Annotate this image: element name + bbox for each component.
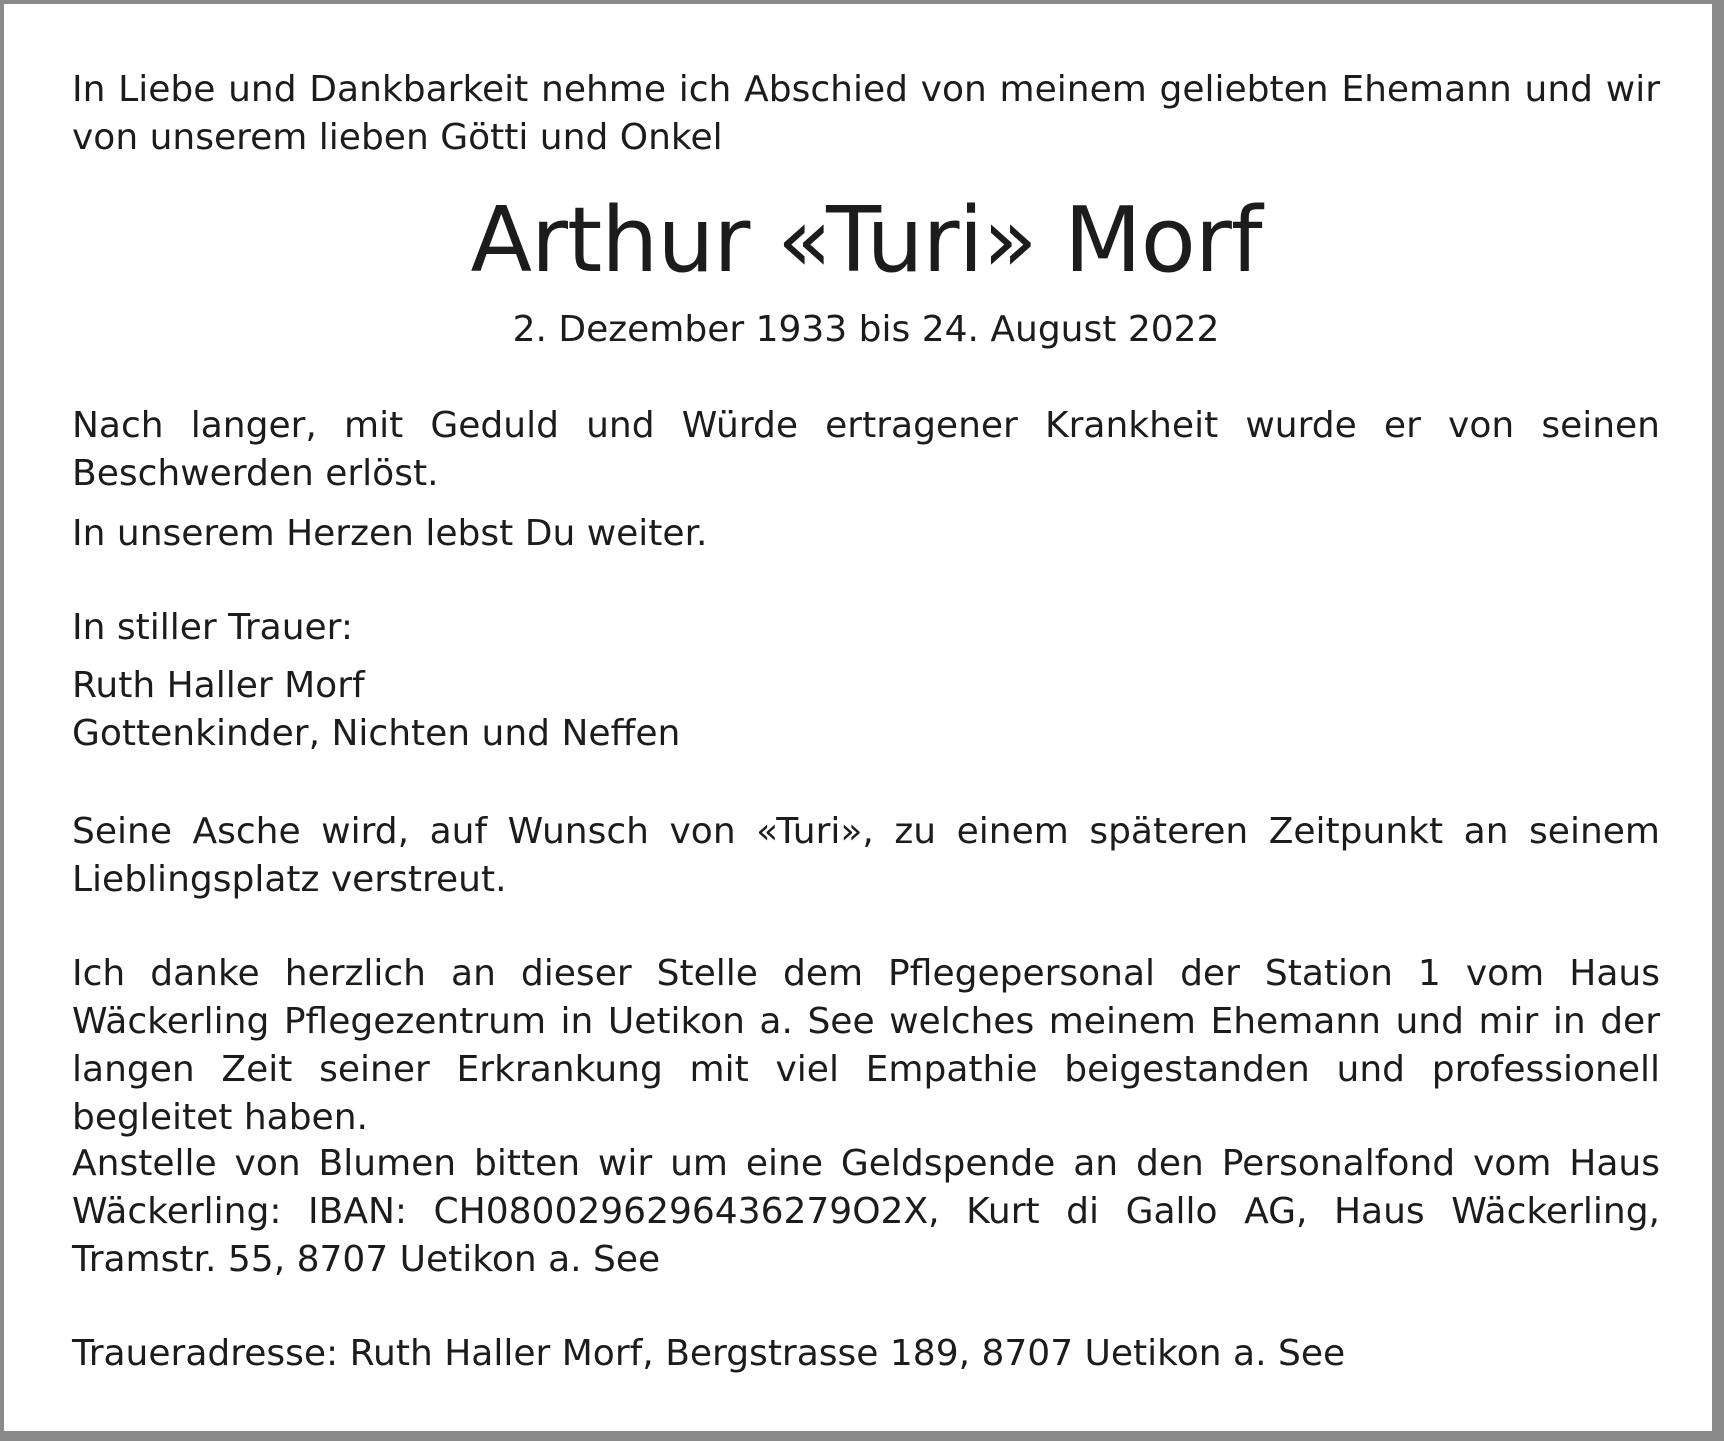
mourner-name: Ruth Haller Morf (72, 665, 365, 706)
mourning-address: Traueradresse: Ruth Haller Morf, Bergstrasse 189, 8707 Uetikon a. See (72, 1333, 1346, 1374)
ashes-text: Seine Asche wird, auf Wunsch von «Turi», zu einem späteren Zeitpunkt an seinem Lieblingsplatz verstreut. (72, 811, 1660, 900)
intro-text: In Liebe und Dankbarkeit nehme ich Abschied von meinem geliebten Ehemann und wir von unserem lieben Götti und Onkel (72, 69, 1660, 158)
deceased-name: Arthur «Turi» Morf (470, 188, 1262, 293)
mourner-relatives: Gottenkinder, Nichten und Neffen (72, 713, 681, 754)
thanks-text: Ich danke herzlich an dieser Stelle dem Pflegepersonal der Station 1 vom Haus Wäckerling Pflegezentrum in Uetikon a. See welches meinem Ehemann und mir in der langen Zeit seiner Erkrankung mit viel Empathie beigestanden und professionell begleitet haben. (72, 953, 1660, 1138)
mourning-label: In stiller Trauer: (72, 607, 353, 648)
donation-text: Anstelle von Blumen bitten wir um eine Geldspende an den Personalfond vom Haus Wäckerling: IBAN: CH0800296296436279O2X, Kurt di Gallo AG, Haus Wäckerling, Tramstr. 55, 8707 Uetikon a. See (72, 1143, 1660, 1280)
life-dates: 2. Dezember 1933 bis 24. August 2022 (512, 309, 1220, 350)
illness-text: Nach langer, mit Geduld und Würde ertragener Krankheit wurde er von seinen Beschwerden erlöst. (72, 405, 1660, 494)
heart-text: In unserem Herzen lebst Du weiter. (72, 513, 708, 554)
